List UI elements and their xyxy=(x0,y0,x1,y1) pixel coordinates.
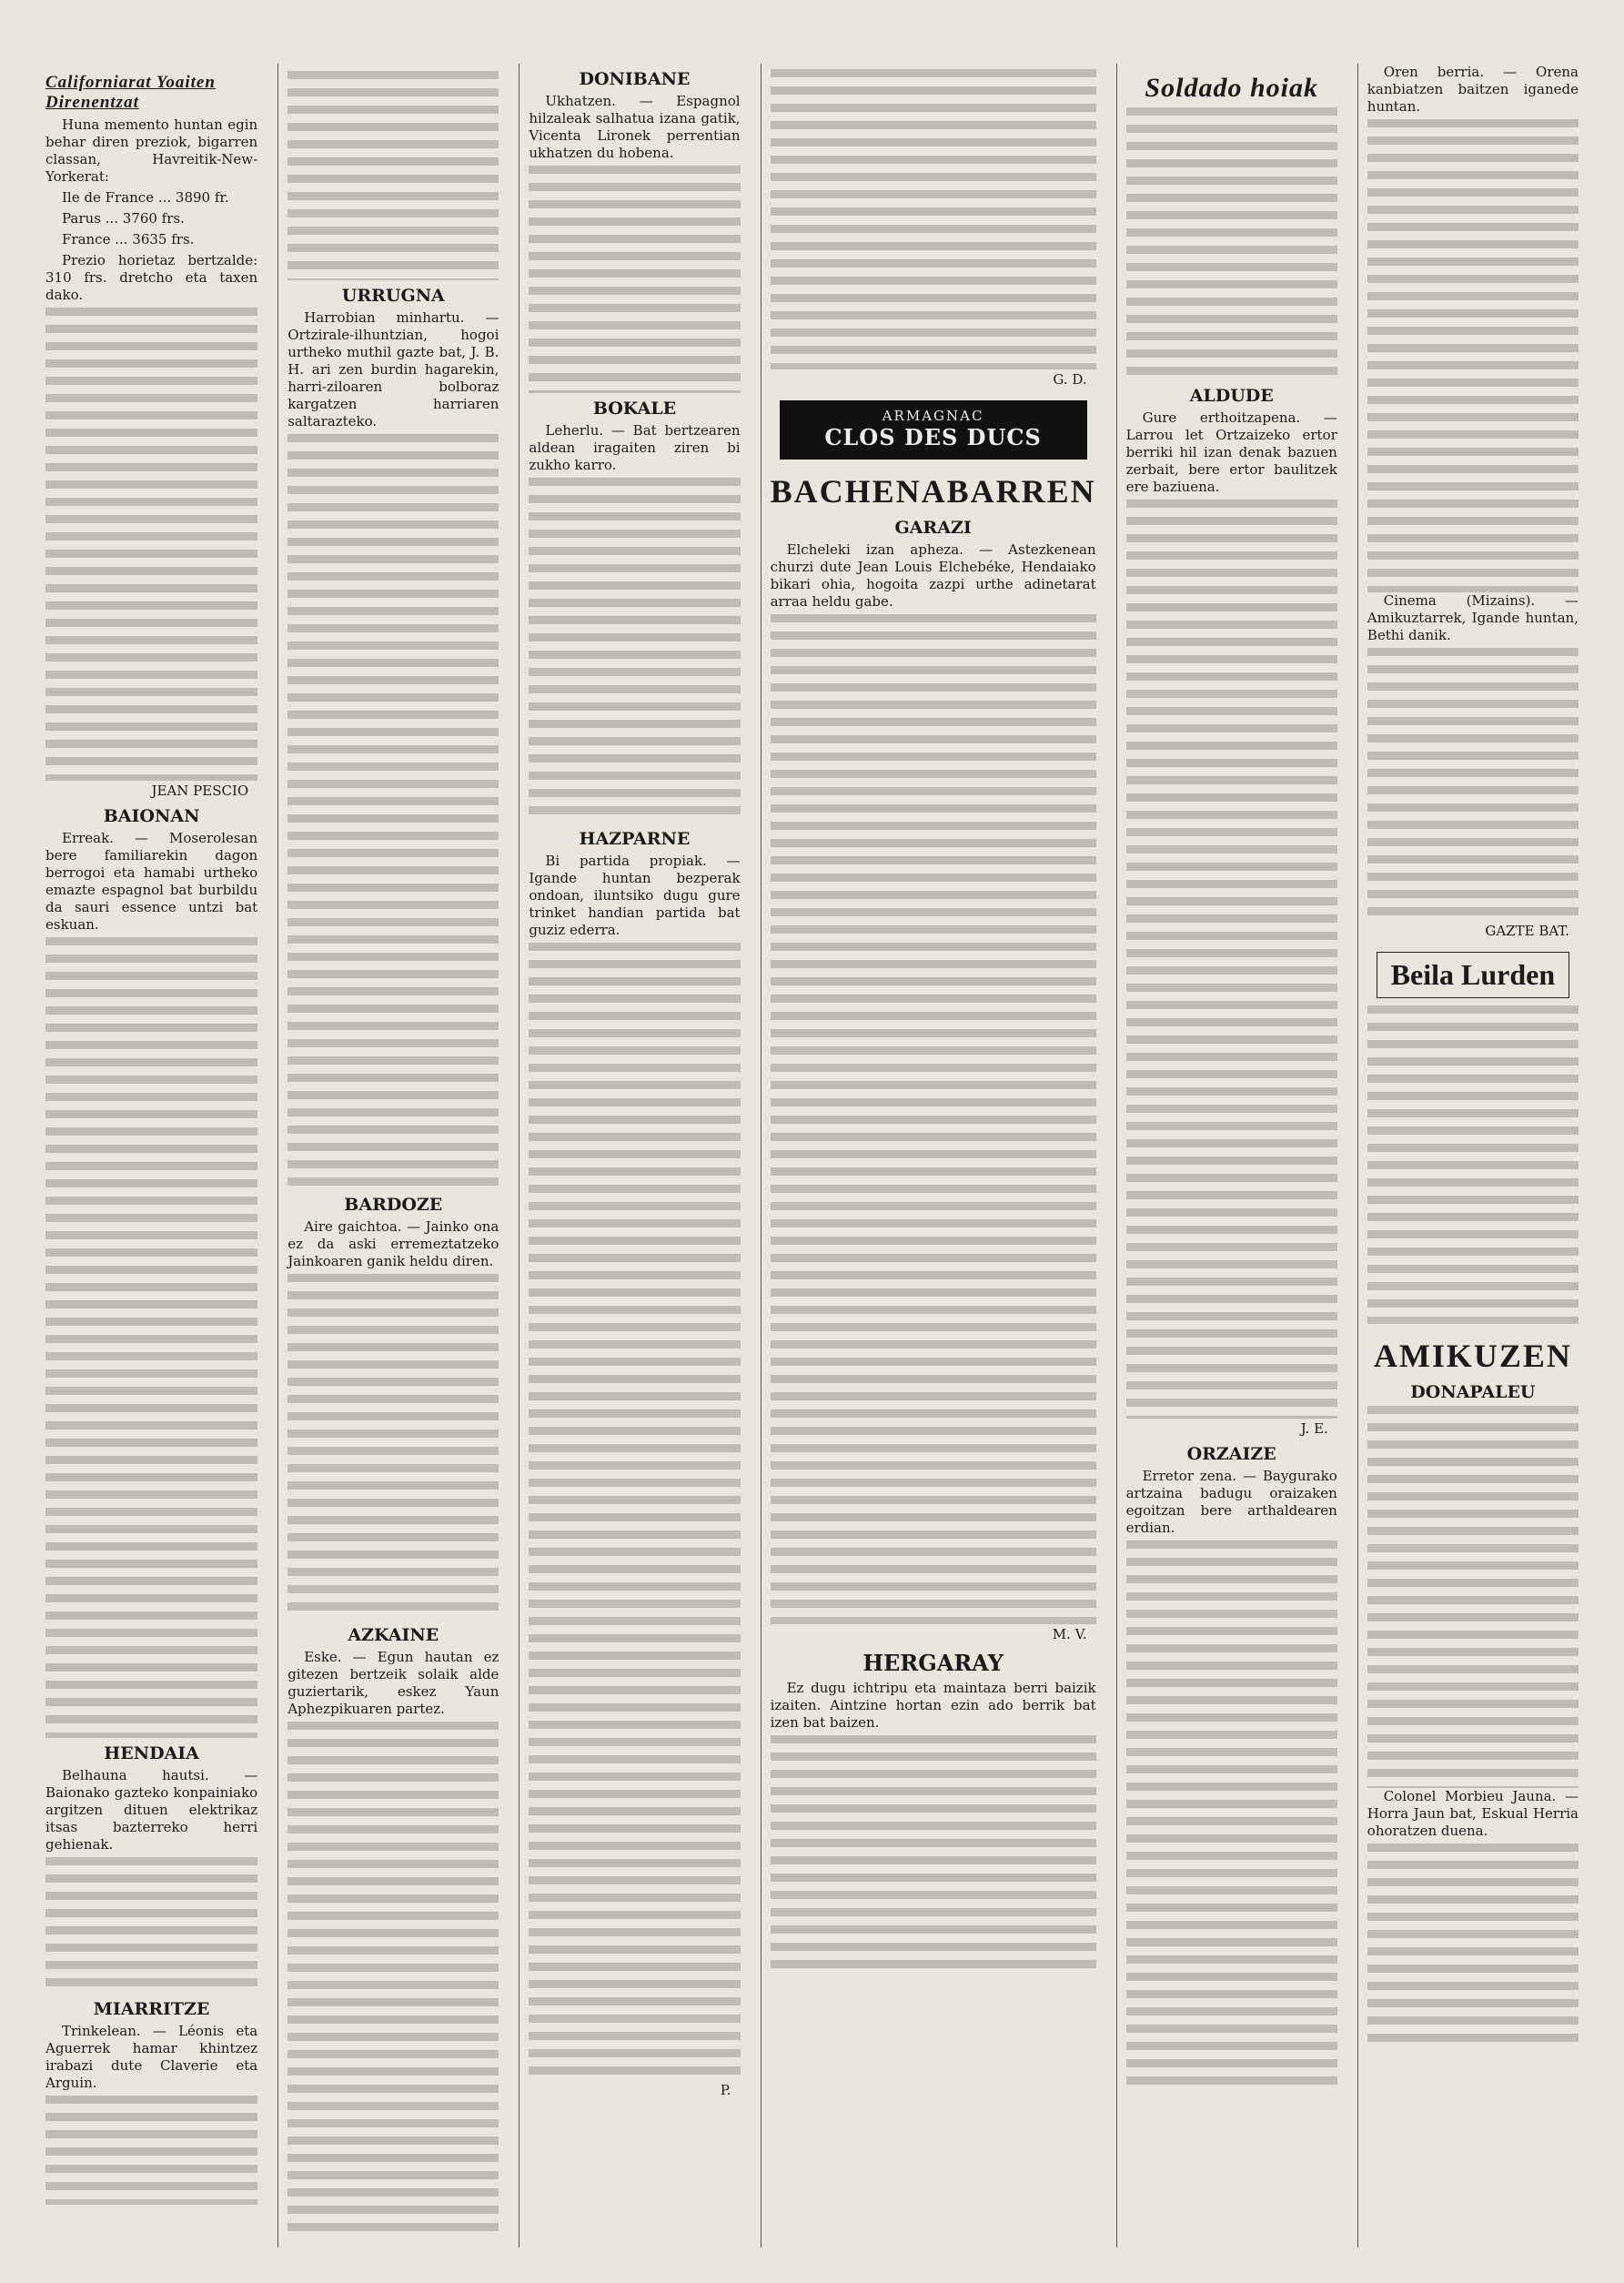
text-block xyxy=(771,614,1096,1624)
text-block xyxy=(1126,1541,1337,2086)
signature: G. D. xyxy=(1053,371,1087,388)
section-text: Gure erthoitzapena. — Larrou let Ortzaizeko ertor berriki hil izan denak bazuen zerbait, bere ertor baulitzek ere baziuena. xyxy=(1125,409,1337,495)
section-text: Erreak. — Moserolesan bere familiarekin dagon berrogoi eta hamabi urtheko emazte espagnol bat burbildu da sauri essence untzi bat eskuan. xyxy=(45,830,258,933)
text-block xyxy=(771,1735,1096,1972)
section-text: Eske. — Egun hautan ez gitezen bertzeik solaik alde guziertarik, eskez Yaun Aphezpikuaren partez. xyxy=(287,1649,499,1717)
text-block xyxy=(45,937,257,1738)
text-block xyxy=(287,1274,499,1620)
section-heading: GARAZI xyxy=(894,518,972,538)
section-heading: ORZAIZE xyxy=(1186,1444,1276,1464)
section-heading: HAZPARNE xyxy=(579,829,691,849)
section-heading: MIARRITZE xyxy=(93,1999,210,2019)
region-heading: BACHENABARREN xyxy=(770,473,1096,510)
advertisement xyxy=(780,400,1087,460)
article-heading: Californiarat Yoaiten Direnentzat xyxy=(45,73,216,112)
section-heading: ALDUDE xyxy=(1189,386,1274,406)
text-block xyxy=(45,308,257,781)
ad-label: ARMAGNAC xyxy=(882,408,984,424)
text-block xyxy=(45,1857,257,1994)
text-block xyxy=(1367,648,1579,921)
section-text: Elcheleki izan apheza. — Astezkenean churzi dute Jean Louis Elchebéke, Hendaiako bikari ohia, hogoita zazpi urthe adinetarat arraa heldu gabe. xyxy=(770,541,1096,610)
text-block xyxy=(1367,119,1579,592)
section-text: Bi partida propiak. — Igande huntan bezperak ondoan, iluntsiko dugu gure trinket handian partida bat guziz ederra. xyxy=(529,853,741,938)
text-block xyxy=(1367,1844,1579,2044)
section-heading: BARDOZE xyxy=(344,1195,443,1215)
column-6 xyxy=(1357,64,1588,2248)
column-4 xyxy=(761,64,1105,2248)
text-block xyxy=(771,69,1096,369)
section-heading: DONAPALEU xyxy=(1410,1382,1536,1402)
text-block xyxy=(1367,1005,1579,1324)
section-text: Erretor zena. — Baygurako artzaina badugu oraizaken egoitzan bere arthaldearen erdian. xyxy=(1125,1468,1337,1536)
section-heading: BAIONAN xyxy=(103,806,200,826)
signature: JEAN PESCIO xyxy=(151,783,249,799)
column-2 xyxy=(277,64,508,2248)
text-block xyxy=(287,434,499,1189)
section-heading: HERGARAY xyxy=(862,1650,1004,1676)
article-heading: Soldado hoiak xyxy=(1145,73,1318,103)
paragraph: France ... 3635 frs. xyxy=(62,231,195,247)
text-block xyxy=(45,2096,257,2205)
section-text: Ukhatzen. — Espagnol hilzaleak salhatua izana gatik, Vicenta Lironek perrentian ukhatzen du hobena. xyxy=(529,93,741,161)
section-text: Aire gaichtoa. — Jainko ona ez da aski erremeztatzeko Jainkoaren ganik heldu diren. xyxy=(287,1218,499,1269)
signature: P. xyxy=(720,2082,731,2098)
text-block xyxy=(287,71,499,280)
ad-title: CLOS DES DUCS xyxy=(824,424,1042,450)
paragraph: Parus ... 3760 frs. xyxy=(62,210,185,227)
article-heading: Beila Lurden xyxy=(1377,952,1569,998)
section-heading: HENDAIA xyxy=(104,1743,199,1763)
section-text: Trinkelean. — Léonis eta Aguerrek hamar khintzez irabazi dute Claverie eta Arguin. xyxy=(45,2023,258,2091)
section-heading: BOKALE xyxy=(592,399,677,419)
signature: J. E. xyxy=(1300,1420,1328,1437)
paragraph: Cinema (Mizains). — Amikuztarrek, Igande huntan, Bethi danik. xyxy=(1367,592,1579,643)
text-block xyxy=(529,478,740,823)
signature: M. V. xyxy=(1052,1626,1087,1642)
section-heading: AZKAINE xyxy=(348,1625,439,1645)
column-5 xyxy=(1116,64,1347,2248)
text-block xyxy=(1367,1406,1579,1788)
section-text: Belhauna hautsi. — Baionako gazteko konpainiako argitzen dituen elektrikaz itsas bazterreko herri gehienak. xyxy=(45,1767,258,1853)
section-text: Harrobian minhartu. — Ortzirale-ilhuntzian, hogoi urtheko muthil gazte bat, J. B. H. ari zen burdin hagarekin, harri-ziloaren bolboraz kargatzen harriaren saltarazteko. xyxy=(287,309,499,429)
text-block xyxy=(1126,107,1337,380)
paragraph: Oren berria. — Orena kanbiatzen baitzen iganede huntan. xyxy=(1367,64,1579,115)
region-heading: AMIKUZEN xyxy=(1373,1338,1572,1374)
paragraph: Colonel Morbieu Jauna. — Horra Jaun bat, Eskual Herria ohoratzen duena. xyxy=(1367,1788,1579,1839)
article-body xyxy=(45,116,257,304)
text-block xyxy=(529,943,740,2080)
section-heading: URRUGNA xyxy=(341,286,445,306)
paragraph: Ile de France ... 3890 fr. xyxy=(62,189,229,206)
text-block xyxy=(1126,500,1337,1419)
text-block xyxy=(287,1722,499,2231)
column-1 xyxy=(36,64,267,2248)
paragraph: Prezio horietaz bertzalde: 310 frs. dretcho eta taxen dako. xyxy=(45,252,258,303)
newspaper-page xyxy=(36,64,1588,2248)
section-heading: DONIBANE xyxy=(579,69,691,89)
text-block xyxy=(529,166,740,393)
paragraph: Huna memento huntan egin behar diren preziok, bigarren classan, Havreitik-New-Yorkerat: xyxy=(45,116,258,185)
column-3 xyxy=(519,64,749,2248)
section-text: Ez dugu ichtripu eta maintaza berri baizik izaiten. Aintzine hortan ezin ado berrik bat izen bat baizen. xyxy=(770,1680,1096,1731)
section-text: Leherlu. — Bat bertzearen aldean iragaiten ziren bi zukho karro. xyxy=(529,422,741,473)
signature: GAZTE BAT. xyxy=(1485,923,1569,939)
